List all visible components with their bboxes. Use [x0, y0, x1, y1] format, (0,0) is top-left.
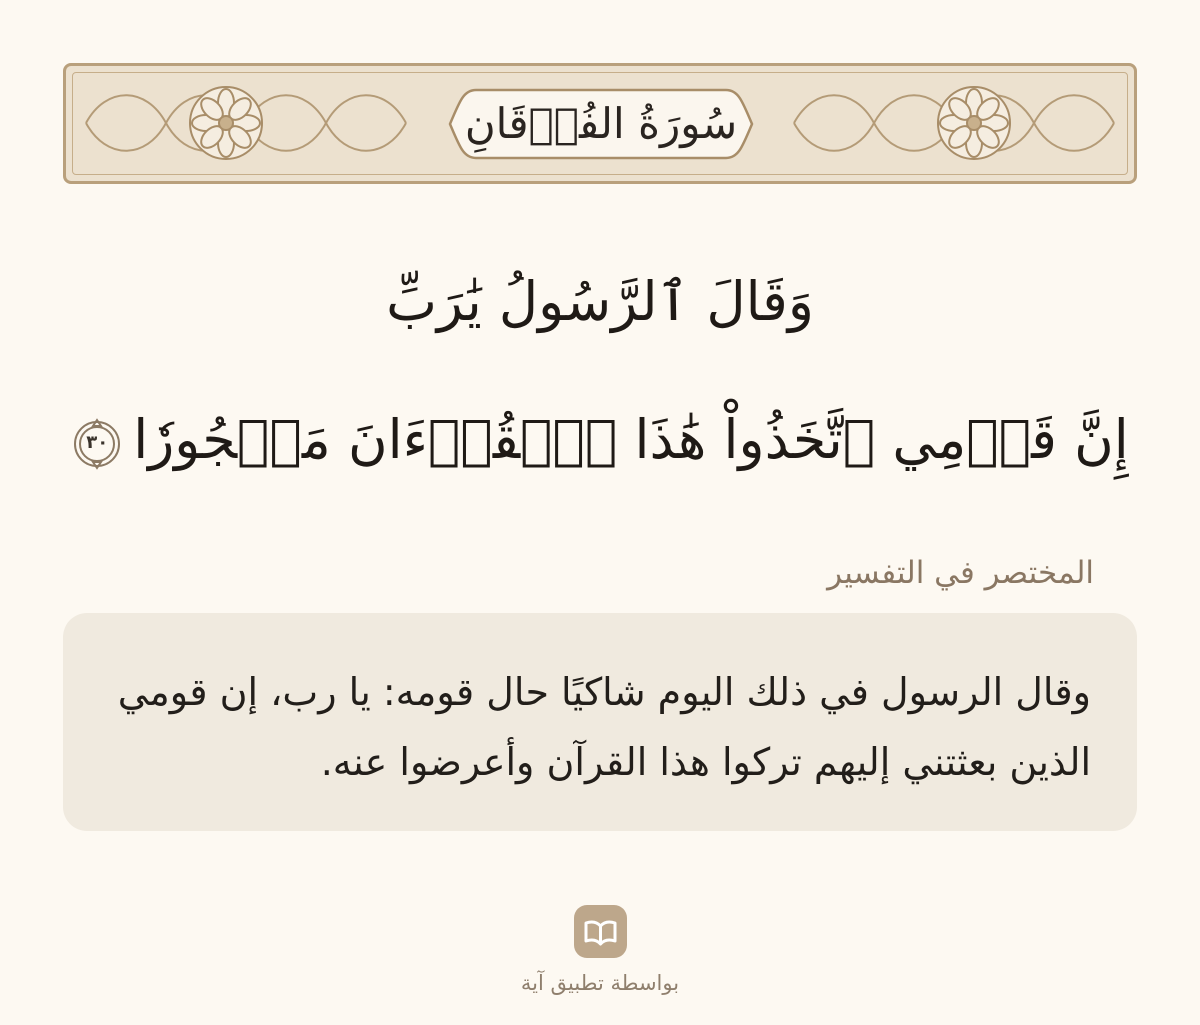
verse-line-1: وَقَالَ ٱلرَّسُولُ يَٰرَبِّ	[386, 270, 814, 333]
tafsir-text: وقال الرسول في ذلك اليوم شاكيًا حال قومه: يا رب، إن قومي الذين بعثتني إليهم تركوا هذا القرآن وأعرضوا عنه.	[117, 670, 1091, 784]
verse-line-2	[0, 400, 1200, 480]
surah-cartouche	[446, 86, 756, 162]
tafsir-title: المختصر في التفسير	[827, 555, 1094, 591]
footer-attribution: بواسطة تطبيق آية	[520, 971, 680, 995]
surah-name: سُورَةُ الفُرۡقَانِ	[464, 99, 738, 148]
ayah-number: ٣٠	[86, 432, 109, 453]
surah-header-banner	[63, 63, 1137, 184]
book-icon	[574, 905, 627, 958]
ayah-number-marker	[71, 418, 123, 470]
floral-rosette-icon	[186, 83, 266, 163]
verse-line-2-text: إِنَّ قَوۡمِي ٱتَّخَذُواْ هَٰذَا ٱلۡقُرۡءَانَ مَهۡجُورٗا	[133, 408, 1129, 471]
app-logo[interactable]	[574, 905, 627, 958]
tafsir-box	[63, 613, 1137, 831]
floral-rosette-icon	[934, 83, 1014, 163]
